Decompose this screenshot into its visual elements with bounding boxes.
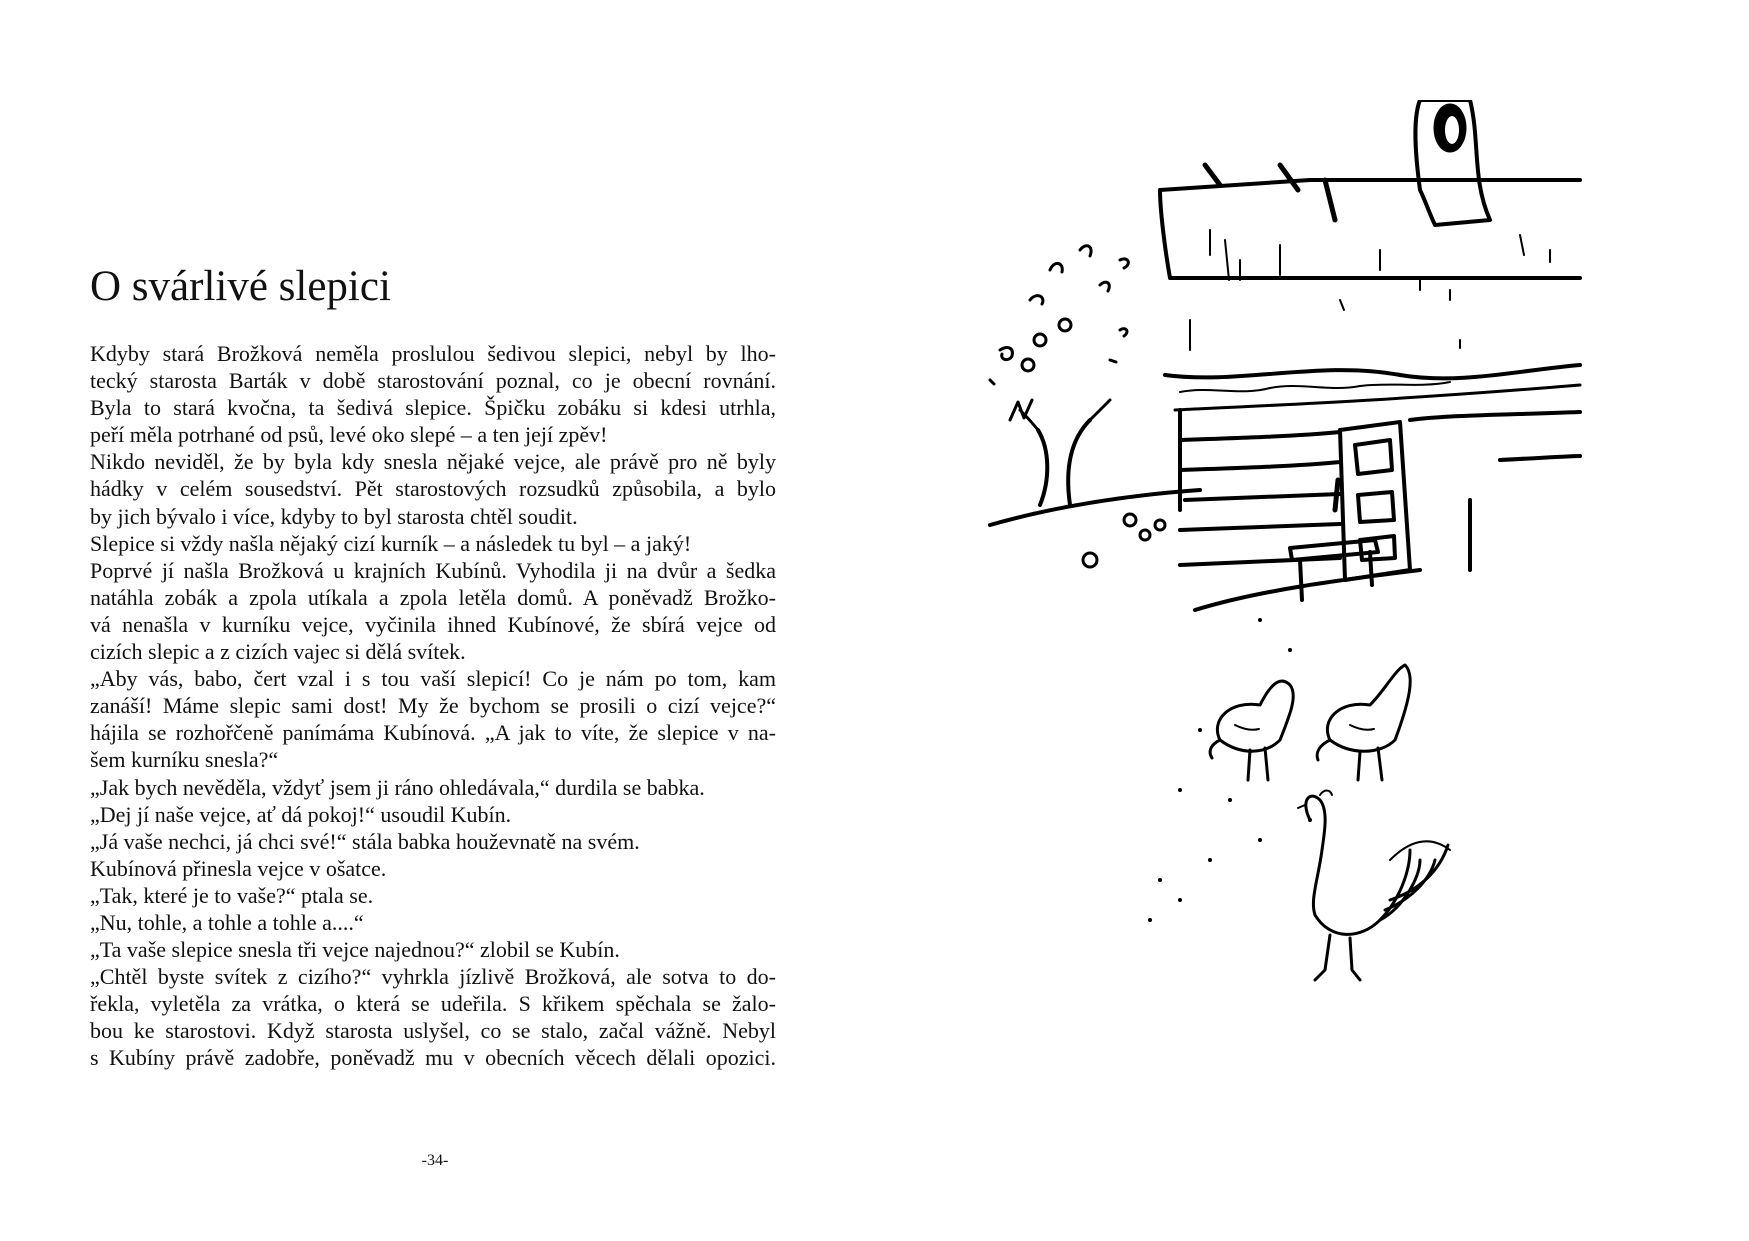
roof-thatch [1190,230,1550,350]
text-line: Kubínová přinesla vejce v ošatce. [90,855,387,881]
left-page [90,260,776,1072]
text-line: „Ta vaše slepice snesla tři vejce najednou?“ zlobil se Kubín. [90,937,620,963]
text-line: šem kurníku snesla?“ [90,747,279,773]
text-line: Nikdo neviděl, že by byla kdy snesla nějaké vejce, ale právě pro ně byly [90,449,776,475]
text-line: Kdyby stará Brožková neměla proslulou šedivou slepici, nebyl by lho- [90,341,776,366]
text-line: „Jak bych nevěděla, vždyť jsem ji ráno ohledávala,“ durdila se babka. [90,774,705,800]
text-line: hájila se rozhořčeně panímáma Kubínová. „A jak to víte, že slepice v na- [90,720,776,746]
text-line: „Chtěl byste svítek z cizího?“ vyhrkla jízlivě Brožková, ale sotva to do- [90,964,776,990]
tree-trunk [1038,420,1090,505]
cottage-hens-rooster-illustration [980,100,1600,1070]
text-line: bou ke starostovi. Když starosta uslyšel, co se stalo, začal vážně. Nebyl [90,1018,776,1044]
hen-left [1210,681,1293,780]
chapter-title: O svárlivé slepici [90,263,391,310]
text-line: by jich bývalo i více, kdyby to byl starosta chtěl soudit. [90,503,578,529]
tree-foliage [990,246,1128,420]
page-number: -34- [421,1152,449,1169]
text-line: „Tak, které je to vaše?“ ptala se. [90,882,374,908]
rooster [1298,791,1450,981]
text-line: Byla to stará kvočna, ta šedivá slepice. Špičku zobáku si kdesi utrhla, [90,395,776,421]
ground-line [990,490,1200,525]
text-line: řekla, vyletěla za vrátka, o která se udeřila. S křikem spěchala se žalo- [90,991,776,1017]
hen-right [1317,665,1410,780]
text-line: s Kubíny právě zadobře, poněvadž mu v obecních věcech dělali opozici. [90,1045,776,1071]
text-line: peří měla potrhané od psů, levé oko slepé – a ten její zpěv! [90,422,608,448]
scattered-grain [1148,618,1312,922]
cottage-roof [1160,190,1580,278]
text-line: cizích slepic a z cizích vajec si dělá svítek. [90,639,466,665]
text-line: „Dej jí naše vejce, ať dá pokoj!“ usoudil Kubín. [90,801,512,827]
bench [1290,540,1378,600]
text-line: „Nu, tohle, a tohle a tohle a....“ [90,909,364,935]
text-line: zanáší! Máme slepic sami dost! My že bychom se prosili o cizí vejce?“ [90,693,776,719]
text-line: Poprvé jí našla Brožková u krajních Kubínů. Vyhodila ji na dvůr a šedka [90,557,776,583]
text-line: tecký starosta Barták v době starostování poznal, co je obecní rovnání. [90,368,776,394]
text-line: vá nenašla v kurníku vejce, vyčinila ihned Kubínové, že sbírá vejce od [90,611,776,637]
text-line: „Já vaše nechci, já chci své!“ stála babka houževnatě na svém. [90,828,640,854]
text-line: natáhla zobák a zpola utíkala a zpola letěla domů. A poněvadž Brožko- [90,584,776,610]
text-line: Slepice si vždy našla nějaký cizí kurník – a následek tu byl – a jaký! [90,530,692,556]
chapter-body-text [90,340,776,1072]
text-line: hádky v celém sousedství. Pět starostových rozsudků způsobila, a bylo [90,476,776,502]
text-line: „Aby vás, babo, čert vzal i s tou vaší slepicí! Co je nám po tom, kam [90,666,776,692]
